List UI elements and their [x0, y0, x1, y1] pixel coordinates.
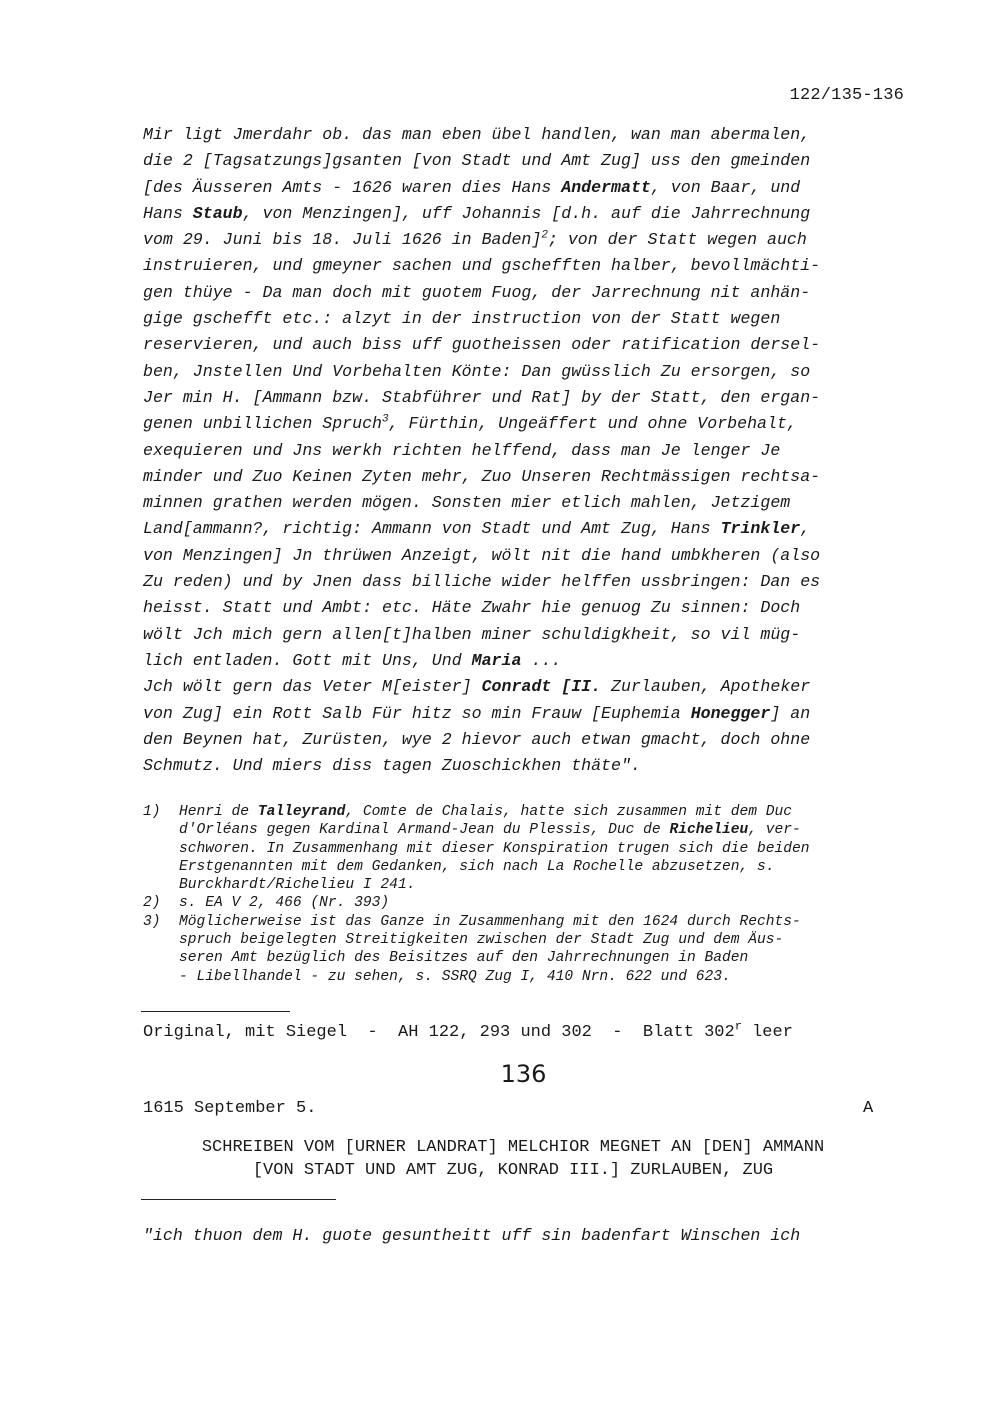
text-segment: reservieren, und auch biss uff guotheissen oder ratification dersel-: [143, 335, 821, 355]
text-segment: ,: [800, 519, 811, 539]
footnotes: [143, 803, 913, 986]
text-segment: - Libellhandel - zu sehen, s. SSRQ Zug I, 410 Nrn. 622 und 623.: [179, 968, 731, 985]
original-source-superscript: r: [734, 1019, 742, 1034]
text-segment: Hans: [143, 203, 193, 223]
text-segment: Jer min H. [Ammann bzw. Stabführer und Rat] by der Statt, den ergan-: [143, 387, 821, 407]
text-segment: ...: [521, 650, 562, 670]
document-number: 136: [500, 1060, 547, 1088]
footnote-ref: 3: [382, 413, 389, 426]
document-title-line-1: SCHREIBEN VOM [URNER LANDRAT] MELCHIOR MEGNET AN [DEN] AMMANN: [201, 1138, 825, 1157]
footnote-item: [143, 894, 913, 912]
body-line: [143, 122, 913, 148]
text-segment: den Beynen hat, Zurüsten, wye 2 hievor auch etwan gmacht, doch ohne: [143, 729, 811, 749]
body-line: [143, 148, 913, 174]
text-segment: genen unbillichen Spruch: [143, 414, 382, 434]
body-line: [143, 516, 913, 542]
bold-name: Honegger: [690, 703, 771, 723]
text-segment: Land[ammann?, richtig: Ammann von Stadt und Amt Zug, Hans: [143, 519, 721, 539]
body-line: [143, 411, 913, 437]
footnote-number: 3): [143, 913, 161, 930]
footnote-item: [143, 913, 913, 986]
text-segment: minnen grathen werden mögen. Sonsten mier etlich mahlen, Jetzigem: [143, 493, 791, 513]
footnote-text: [179, 803, 913, 894]
body-line: [143, 674, 913, 700]
letter-opening-quote: "ich thuon dem H. guote gesuntheitt uff sin badenfart Winschen ich: [143, 1226, 801, 1245]
text-segment: Zurlauben, Apotheker: [601, 677, 811, 697]
footnote-line: [179, 931, 913, 949]
original-source-note: [143, 1019, 793, 1042]
footnote-line: [179, 894, 913, 912]
letter-body-text: [143, 122, 913, 779]
text-segment: heisst. Statt und Ambt: etc. Häte Zwahr hie genuog Zu sinnen: Doch: [143, 598, 801, 618]
document-title-line-2: [VON STADT UND AMT ZUG, KONRAD III.] ZURLAUBEN, ZUG: [252, 1161, 774, 1180]
text-segment: , von Baar, und: [650, 177, 801, 197]
body-line: [143, 569, 913, 595]
text-segment: Schmutz. Und miers diss tagen Zuoschickhen thäte".: [143, 756, 641, 776]
text-segment: spruch beigelegten Streitigkeiten zwischen der Stadt Zug und dem Äus-: [179, 932, 784, 949]
text-segment: Erstgenannten mit dem Gedanken, sich nach La Rochelle abzusetzen, s.: [179, 858, 775, 875]
body-line: [143, 332, 913, 358]
document-title: [143, 1136, 883, 1182]
text-segment: d'Orléans gegen Kardinal Armand-Jean du Plessis, Duc de: [179, 822, 670, 839]
text-segment: die 2 [Tagsatzungs]gsanten [von Stadt und Amt Zug] uss den gmeinden: [143, 151, 811, 171]
body-line: [143, 175, 913, 201]
text-segment: gige gschefft etc.: alzyt in der instruction von der Statt wegen: [143, 309, 781, 329]
body-line: [143, 701, 913, 727]
body-line: [143, 227, 913, 253]
text-segment: lich entladen. Gott mit Uns, Und: [143, 650, 472, 670]
text-segment: gen thüye - Da man doch mit guotem Fuog, der Jarrechnung nit anhän-: [143, 282, 811, 302]
body-line: [143, 253, 913, 279]
footnote-line: [179, 803, 913, 821]
text-segment: schworen. In Zusammenhang mit dieser Konspiration trugen sich die beiden: [179, 840, 810, 857]
footnote-ref: 2: [541, 229, 548, 242]
document-date: 1615 September 5.: [143, 1099, 317, 1118]
footnote-text: [179, 913, 913, 986]
bold-name: Conradt [II.: [481, 677, 602, 697]
body-line: [143, 727, 913, 753]
footnote-line: [179, 949, 913, 967]
document-type-marker: A: [863, 1099, 874, 1118]
title-separator-rule: [141, 1199, 336, 1200]
text-segment: s. EA V 2, 466 (Nr. 393): [179, 895, 390, 912]
page-reference: 122/135-136: [789, 86, 904, 105]
body-line: [143, 464, 913, 490]
footnote-line: [179, 858, 913, 876]
text-segment: Möglicherweise ist das Ganze in Zusammenhang mit den 1624 durch Rechts-: [179, 913, 801, 930]
text-segment: minder und Zuo Keinen Zyten mehr, Zuo Unseren Rechtmässigen rechtsa-: [143, 466, 821, 486]
text-segment: wölt Jch mich gern allen[t]halben miner schuldigkheit, so vil müg-: [143, 624, 801, 644]
body-line: [143, 648, 913, 674]
footnote-line: [179, 968, 913, 986]
body-line: [143, 622, 913, 648]
footnote-line: [179, 913, 913, 931]
bold-name: Richelieu: [669, 822, 749, 839]
text-segment: von Zug] ein Rott Salb Für hitz so min Frauw [Euphemia: [143, 703, 691, 723]
body-line: [143, 201, 913, 227]
text-segment: , von Menzingen], uff Johannis [d.h. auf die Jahrrechnung: [242, 203, 811, 223]
body-line: [143, 543, 913, 569]
text-segment: vom 29. Juni bis 18. Juli 1626 in Baden]: [143, 230, 542, 250]
body-line: [143, 359, 913, 385]
text-segment: , Comte de Chalais, hatte sich zusammen mit dem Duc: [345, 804, 793, 820]
body-line: [143, 306, 913, 332]
body-line: [143, 753, 913, 779]
bold-name: Andermatt: [561, 177, 651, 197]
text-segment: ben, Jnstellen Und Vorbehalten Könte: Dan gwüsslich Zu ersorgen, so: [143, 361, 811, 381]
body-line: [143, 385, 913, 411]
original-source-tail: leer: [741, 1023, 793, 1042]
footnote-text: [179, 894, 913, 912]
body-line: [143, 438, 913, 464]
footnote-separator-rule: [141, 1011, 290, 1012]
text-segment: exequieren und Jns werkh richten helffend, dass man Je lenger Je: [143, 440, 781, 460]
bold-name: Talleyrand: [257, 804, 346, 820]
footnote-line: [179, 876, 913, 894]
body-line: [143, 595, 913, 621]
text-segment: Henri de: [179, 804, 258, 820]
text-segment: ] an: [770, 703, 811, 723]
body-line: [143, 280, 913, 306]
text-segment: [des Äusseren Amts - 1626 waren dies Hans: [143, 177, 562, 197]
bold-name: Trinkler: [720, 519, 801, 539]
text-segment: Zu reden) und by Jnen dass billiche wider helffen ussbringen: Dan es: [143, 572, 821, 592]
text-segment: , Fürthin, Ungeäffert und ohne Vorbehalt,: [388, 414, 797, 434]
text-segment: von Menzingen] Jn thrüwen Anzeigt, wölt nit die hand umbkheren (also: [143, 545, 821, 565]
text-segment: instruieren, und gmeyner sachen und gschefften halber, bevollmächti-: [143, 256, 821, 276]
text-segment: ; von der Statt wegen auch: [547, 230, 807, 250]
text-segment: Mir ligt Jmerdahr ob. das man eben übel handlen, wan man abermalen,: [143, 125, 811, 144]
text-segment: Jch wölt gern das Veter M[eister]: [143, 677, 482, 697]
body-line: [143, 490, 913, 516]
bold-name: Maria: [471, 650, 522, 670]
text-segment: Burckhardt/Richelieu I 241.: [179, 877, 416, 894]
original-source-text: Original, mit Siegel - AH 122, 293 und 302 - Blatt 302: [143, 1023, 735, 1042]
footnote-line: [179, 821, 913, 839]
text-segment: seren Amt bezüglich des Beisitzes auf den Jahrrechnungen in Baden: [179, 950, 749, 967]
footnote-line: [179, 840, 913, 858]
footnote-item: [143, 803, 913, 894]
footnote-number: 1): [143, 804, 161, 820]
footnote-number: 2): [143, 895, 161, 912]
bold-name: Staub: [192, 203, 243, 223]
text-segment: , ver-: [748, 822, 801, 839]
